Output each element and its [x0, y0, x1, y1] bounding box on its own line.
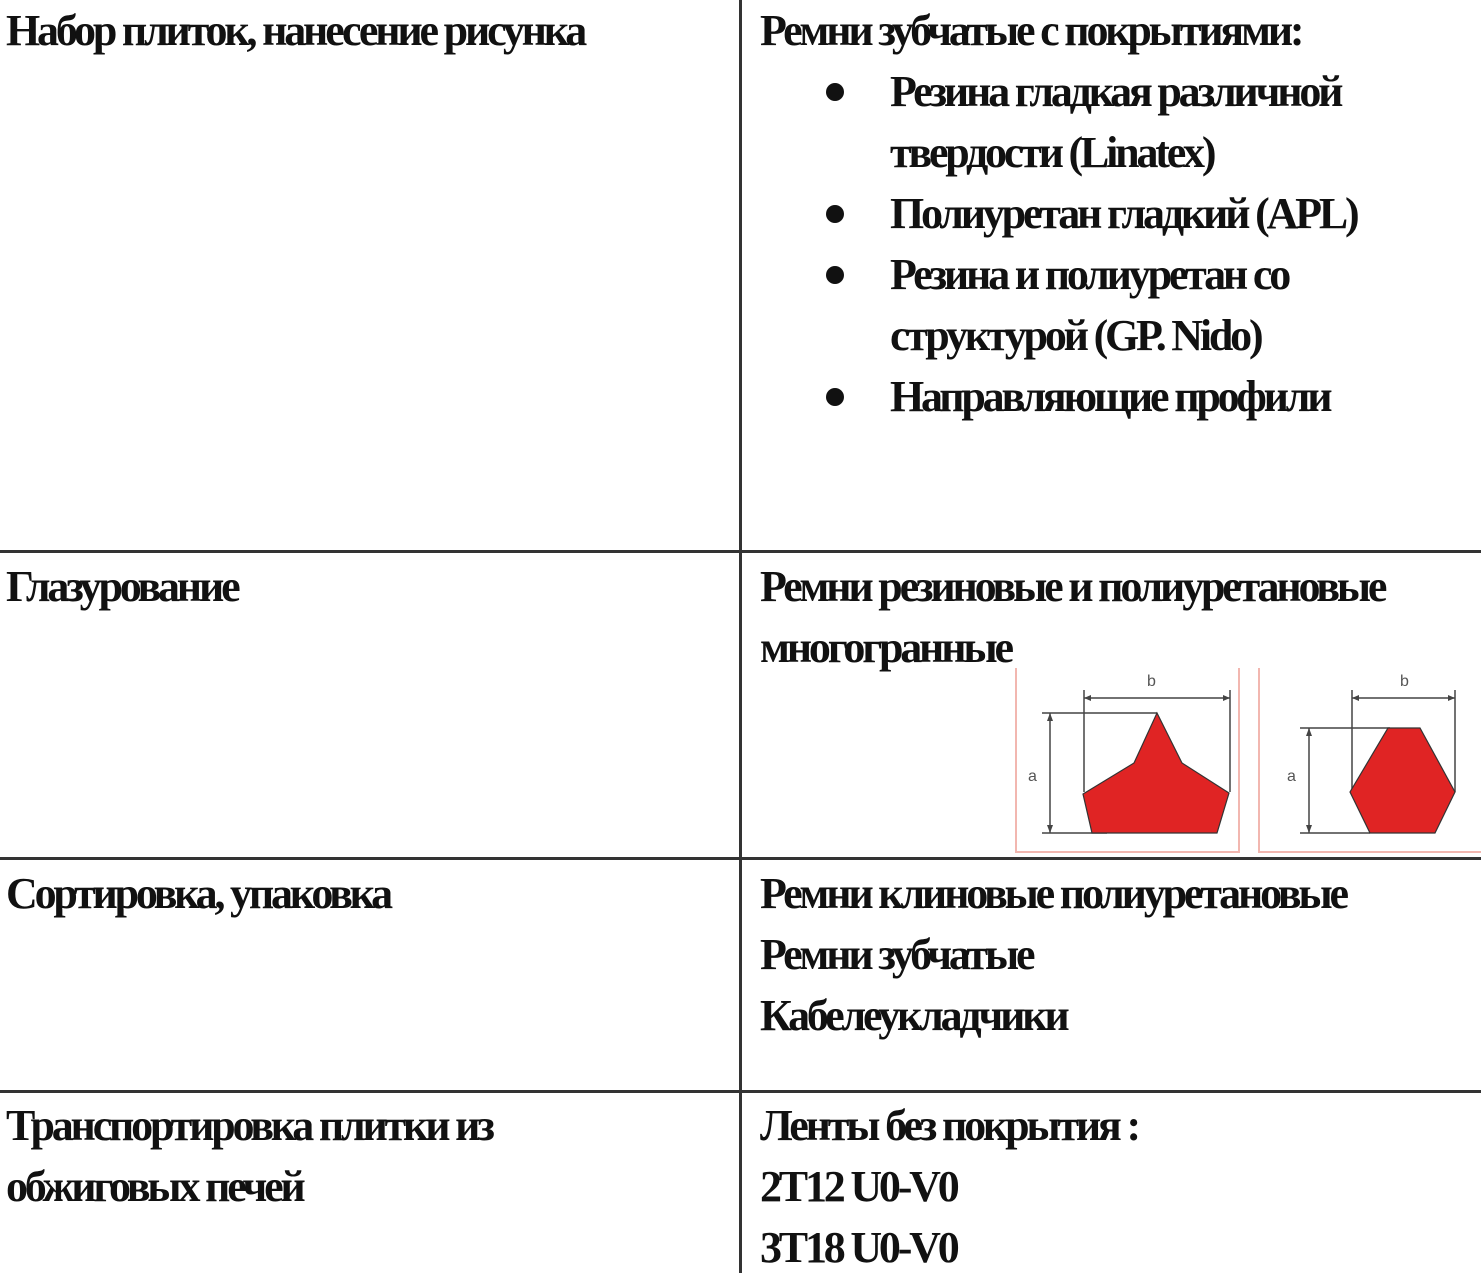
bullet-item	[760, 183, 1450, 244]
row-divider-2	[0, 857, 1481, 860]
multi-ridge-profile-shape	[1083, 713, 1229, 833]
bullet-dot	[826, 388, 844, 406]
row1-heading: Ремни зубчатые с покрытиями:	[760, 6, 1302, 55]
bullet-item	[760, 366, 1450, 427]
row-divider-3	[0, 1090, 1481, 1093]
dimension-a-label: a	[1287, 768, 1296, 785]
bullet-item	[760, 244, 1450, 366]
row3-right-line-2: Ремни зубчатые	[760, 930, 1033, 979]
row1-belts	[760, 0, 1450, 427]
multi-ridge-svg	[1017, 668, 1242, 853]
row1-application	[6, 0, 584, 61]
row-divider-1	[0, 550, 1481, 553]
row4-right-line-2: 2T12 U0-V0	[760, 1162, 957, 1211]
bullet-dot	[826, 205, 844, 223]
row4-left-line-1: Транспортировка плитки из	[6, 1101, 492, 1150]
row3-right-line-3: Кабелеукладчики	[760, 991, 1067, 1040]
profile-diagram-hexagonal	[1258, 668, 1481, 853]
column-divider	[739, 0, 742, 1273]
profile-diagram-multi-ridge	[1015, 668, 1240, 853]
row4-left-line-2: обжиговых печей	[6, 1162, 303, 1211]
row2-left-line: Глазурование	[6, 562, 238, 611]
row3-belts	[760, 863, 1346, 1046]
bullet-text: Резина гладкая различной твердости (Linatex)	[890, 67, 1341, 177]
row1-bullet-list	[760, 61, 1450, 427]
row4-belts	[760, 1095, 1138, 1278]
bullet-dot	[826, 83, 844, 101]
bullet-text: Резина и полиуретан со структурой (GP. Nido)	[890, 250, 1289, 360]
bullet-item	[760, 61, 1450, 183]
dimension-a-label: a	[1028, 768, 1037, 785]
bullet-text: Направляющие профили	[890, 372, 1330, 421]
dimension-b-label: b	[1400, 673, 1409, 690]
row2-belts	[760, 556, 1384, 678]
dimension-b-label: b	[1147, 673, 1156, 690]
hexagonal-svg	[1260, 668, 1481, 853]
row3-left-line: Сортировка, упаковка	[6, 869, 390, 918]
row2-right-line-1: Ремни резиновые и полиуретановые	[760, 562, 1385, 611]
row2-right-line-2: многогранные	[760, 623, 1011, 672]
row1-left-line: Набор плиток, нанесение рисунка	[6, 6, 585, 55]
row3-application	[6, 863, 390, 924]
hexagonal-profile-shape	[1350, 728, 1455, 833]
bullet-dot	[826, 266, 844, 284]
row4-application	[6, 1095, 492, 1217]
row4-right-line-3: 3T18 U0-V0	[760, 1223, 957, 1272]
bullet-text: Полиуретан гладкий (APL)	[890, 189, 1357, 238]
row4-right-line-1: Ленты без покрытия :	[760, 1101, 1138, 1150]
row2-application	[6, 556, 237, 617]
row3-right-line-1: Ремни клиновые полиуретановые	[760, 869, 1346, 918]
